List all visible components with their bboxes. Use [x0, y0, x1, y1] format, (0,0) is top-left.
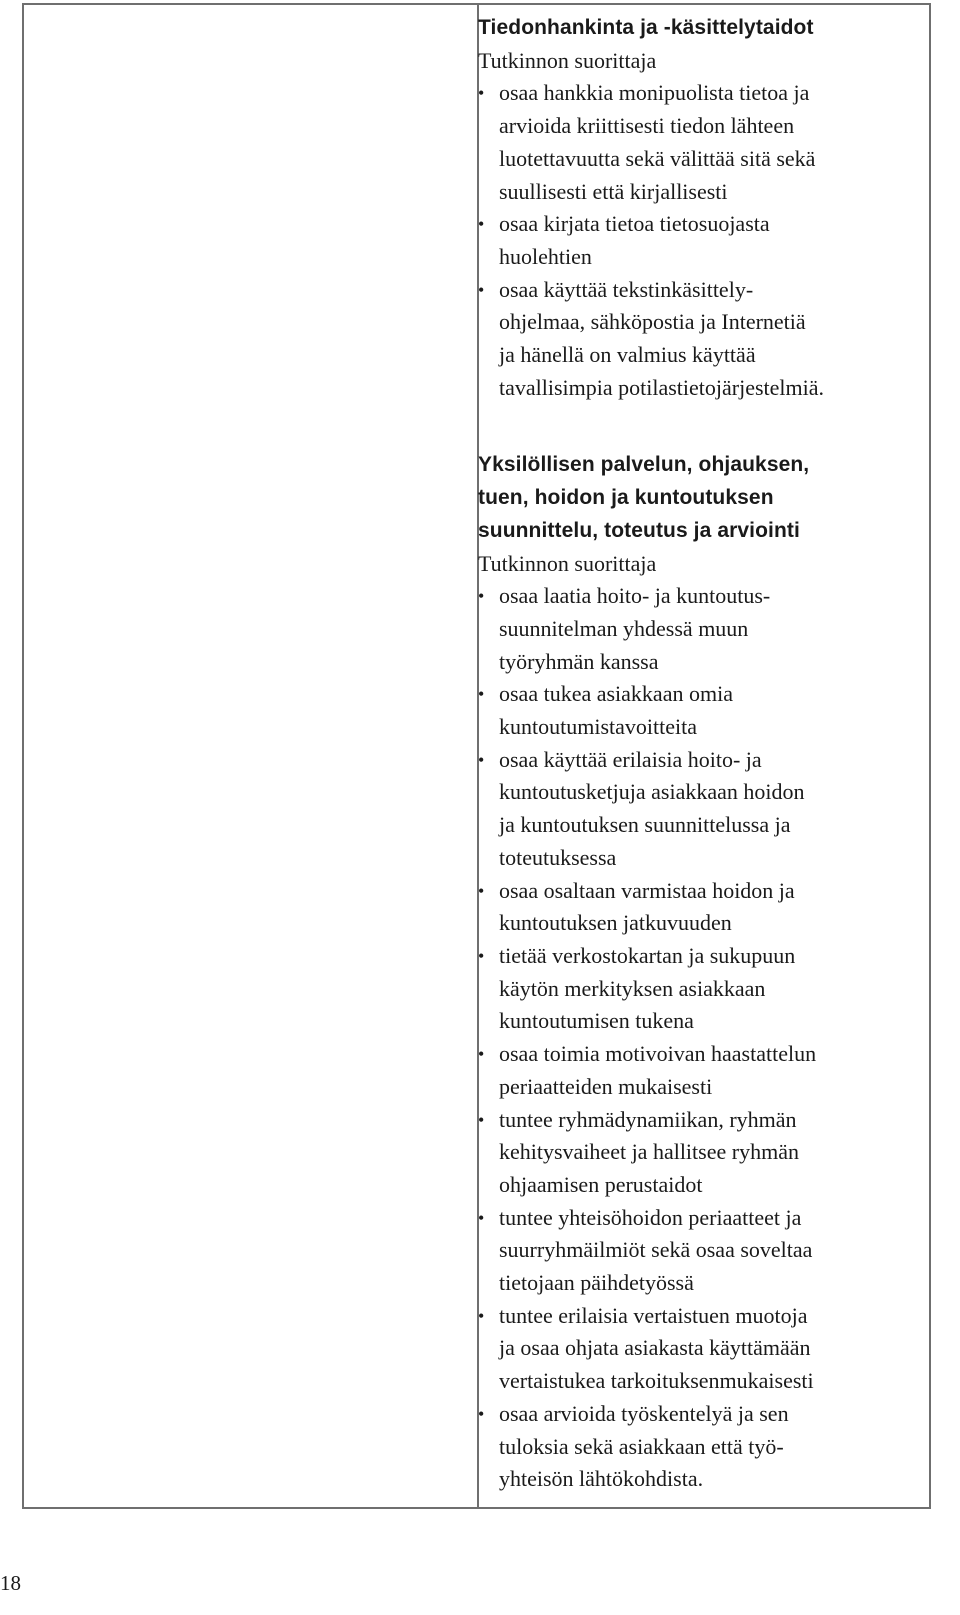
bullet-icon: • — [478, 214, 485, 235]
list-item-line: ohjelmaa, sähköpostia ja Internetiä — [499, 309, 806, 335]
list-item-line: luotettavuutta sekä välittää sitä sekä — [499, 145, 816, 171]
list-item-line: suunnitelman yhdessä muun — [499, 615, 749, 641]
list-item — [478, 1398, 898, 1496]
bullet-icon: • — [478, 279, 485, 300]
section-subheading: Tutkinnon suorittaja — [478, 550, 657, 576]
list-item-line: tietää verkostokartan ja sukupuun — [499, 942, 796, 968]
bullet-icon: • — [478, 945, 485, 966]
heading-line: Yksilöllisen palvelun, ohjauksen, — [478, 453, 810, 477]
list-item-line: osaa käyttää tekstinkäsittely- — [499, 276, 754, 302]
section-information-skills — [478, 12, 898, 404]
list-item — [478, 77, 898, 208]
section-subheading: Tutkinnon suorittaja — [478, 47, 657, 73]
list-item-line: osaa hankkia monipuolista tietoa ja — [499, 80, 810, 106]
section-heading — [478, 449, 898, 547]
bullet-icon: • — [478, 749, 485, 770]
list-item-line: tuloksia sekä asiakkaan että työ- — [499, 1433, 784, 1459]
list-item-line: kuntoutuksen jatkuvuuden — [499, 910, 732, 936]
heading-line: suunnittelu, toteutus ja arviointi — [478, 518, 800, 542]
list-item-line: käytön merkityksen asiakkaan — [499, 975, 766, 1001]
list-item — [478, 1300, 898, 1398]
list-item-line: toteutuksessa — [499, 844, 617, 870]
bullet-icon: • — [478, 1207, 485, 1228]
list-item-line: suullisesti että kirjallisesti — [499, 178, 728, 204]
list-item-line: periaatteiden mukaisesti — [499, 1073, 713, 1099]
list-item-line: huolehtien — [499, 243, 592, 269]
bullet-icon: • — [478, 684, 485, 705]
list-item — [478, 274, 898, 405]
list-item — [478, 1202, 898, 1300]
list-item-line: tuntee ryhmädynamiikan, ryhmän — [499, 1106, 797, 1132]
list-item — [478, 1038, 898, 1103]
list-item-line: osaa osaltaan varmistaa hoidon ja — [499, 877, 795, 903]
section-individual-service — [478, 449, 898, 1496]
list-item-line: yhteisön lähtökohdista. — [499, 1466, 704, 1492]
bullet-icon: • — [478, 1044, 485, 1065]
list-item — [478, 940, 898, 1038]
bullet-icon: • — [478, 1305, 485, 1326]
list-item-line: ohjaamisen perustaidot — [499, 1171, 703, 1197]
list-item-line: osaa laatia hoito- ja kuntoutus- — [499, 583, 771, 609]
list-item-line: tietojaan päihdetyössä — [499, 1270, 694, 1296]
list-item-line: ja kuntoutuksen suunnittelussa ja — [499, 812, 791, 838]
list-item-line: kehitysvaiheet ja hallitsee ryhmän — [499, 1139, 799, 1165]
bullet-icon: • — [478, 586, 485, 607]
list-item — [478, 678, 898, 743]
list-item-line: arvioida kriittisesti tiedon lähteen — [499, 113, 795, 139]
list-item — [478, 1104, 898, 1202]
list-item-line: tavallisimpia potilastietojärjestelmiä. — [499, 374, 825, 400]
list-item-line: tuntee erilaisia vertaistuen muotoja — [499, 1302, 808, 1328]
list-item-line: suurryhmäilmiöt sekä osaa soveltaa — [499, 1237, 813, 1263]
list-item-line: kuntoutusketjuja asiakkaan hoidon — [499, 779, 805, 805]
list-item-line: osaa toimia motivoivan haastattelun — [499, 1041, 817, 1067]
heading-line: tuen, hoidon ja kuntoutuksen — [478, 486, 774, 510]
bullet-list — [478, 580, 898, 1496]
empty-left-column — [24, 5, 479, 1507]
list-item-line: ja osaa ohjata asiakasta käyttämään — [499, 1335, 811, 1361]
list-item-line: kuntoutumisen tukena — [499, 1008, 694, 1034]
section-heading: Tiedonhankinta ja -käsittelytaidot — [478, 16, 814, 39]
bullet-icon: • — [478, 880, 485, 901]
list-item-line: ja hänellä on valmius käyttää — [499, 342, 756, 368]
bullet-icon: • — [478, 83, 485, 104]
list-item-line: osaa arvioida työskentelyä ja sen — [499, 1400, 789, 1426]
list-item-line: tuntee yhteisöhoidon periaatteet ja — [499, 1204, 802, 1230]
page-number: 18 — [0, 1571, 21, 1595]
bullet-list — [478, 77, 898, 404]
list-item — [478, 875, 898, 940]
right-column — [478, 12, 898, 1496]
list-item-line: kuntoutumistavoitteita — [499, 714, 697, 740]
bullet-icon: • — [478, 1109, 485, 1130]
list-item-line: osaa kirjata tietoa tietosuojasta — [499, 211, 770, 237]
list-item — [478, 580, 898, 678]
list-item — [478, 208, 898, 273]
bullet-icon: • — [478, 1403, 485, 1424]
list-item-line: osaa tukea asiakkaan omia — [499, 681, 733, 707]
list-item-line: osaa käyttää erilaisia hoito- ja — [499, 746, 762, 772]
list-item-line: työryhmän kanssa — [499, 648, 659, 674]
list-item-line: vertaistukea tarkoituksenmukaisesti — [499, 1368, 814, 1394]
list-item — [478, 744, 898, 875]
